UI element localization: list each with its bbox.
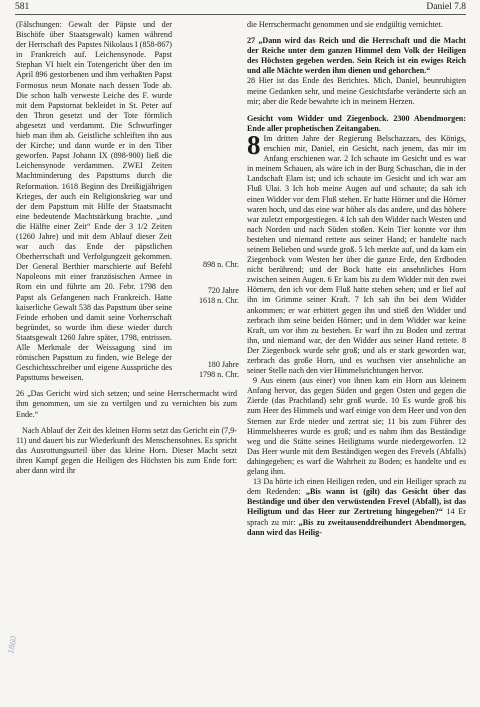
page-number-left: 581 — [15, 2, 30, 12]
verse-27: 27 „Dann wird das Reich und die Herrschaft und die Macht der Reiche unter dem ganzen Himmel dem Volk der Heiligen des Höchsten gegeben werden. Sein Reich ist ein ewiges Reich und alle Mächte werden ihm dienen und gehorchen.“ — [247, 36, 466, 76]
right-column — [247, 20, 466, 538]
verses-9-12: 9 Aus einem (aus einer) von ihnen kam ein Horn aus kleinem Anfang hervor, das gegen Süden und gegen Osten und gegen die Zierde (das Prachtland) sehr groß wurde. 10 Es wurde groß bis zum Heer des Himmels und warf einige von dem Heer und von den Sternen zur Erde nieder und zertrat sie; 11 bis zum Führer des Himmelsheeres wurde es groß; und es nahm ihm das Beständige weg und die Stätte seines Heiligtums wurde niedergeworfen. 12 Das Heer wurde mit dem Beständigen wegen des Frevels (Abfalls) dahingegeben; es warf die Wahrheit zu Boden; es handelte und es gelang ihm. — [247, 376, 466, 477]
verse-13-text: 13 Da hörte ich einen Heiligen reden, und ein Heiliger sprach zu dem Redenden: — [247, 477, 466, 497]
chapter-8-verses — [247, 129, 466, 376]
section-heading: Gesicht vom Widder und Ziegenbock. 2300 Abendmorgen: Ende aller prophetischen Zeitangaben. — [247, 113, 466, 133]
verse-13 — [247, 477, 466, 538]
margin-date: 180 Jahre — [207, 360, 239, 369]
page-header-right: Daniel 7.8 — [426, 2, 466, 12]
historical-notes: (Fälschungen: Gewalt der Päpste und der Bischöfe über Staatsgewalt) kamen während der Herrschaft des Papstes Nikolaus I (858-867) in Frankreich auf. Leichensynode. Papst Stephan VI hielt ein Totengericht über den im April 896 gestorbenen und ihm verhaßten Papst Formosus neun Monate nach dessen Tode ab. Die schon halb verweste Leiche des F. wurde mit dem Papstornat bekleidet in St. Peter auf den Thron gesetzt und der Tote förmlich abgesetzt und verdammt. Die Schwurfinger hieb man ihm ab. Geistliche schleiften ihn aus der Kirche; und dann wurde er in den Tiber geworfen. Papst Johann IX (898-900) ließ die Leichensynode verdammen. ZWEI Zeiten Machtminderung des Papsttums durch die Reformation. 1618 Beginn des Dreißigjährigen Krieges, der auch ein Religionskrieg war und der dem Papsttum mit Hilfe der Staatsmacht eine bedeutende Machtstärkung brachte. „und die Hälfte einer Zeit“ Ende der 3 1/2 Zeiten (1260 Jahre) und mit dem Ablauf dieser Zeit war auch das Ende der päpstlichen Oberherrschaft und Verfolgungzeit gekommen. Der General Berthier marschierte auf Befehl Napoleons mit einer französischen Armee in Rom ein und führte am 20. Febr. 1798 den Papst als Gefangenen nach Frankreich. Hatte kaiserliche Gewalt 538 das Papsttum über seine Feinde erhoben und damit seine Vorherrschaft begründet, so wurde ihm diese wieder durch Staatsgewalt 1260 Jahre später, 1798, entrissen. Alle Merkmale der Weissagung sind im römischen Papsttum zu finden, wie Belege der Geschichtsschreiber und eigene Aussprüche des Papsttums beweisen. — [16, 20, 172, 383]
verse-26: 26 „Das Gericht wird sich setzen; und seine Herrschermacht wird ihm genommen, um sie zu vertilgen und zu vernichten bis zum Ende.“ — [16, 389, 237, 419]
left-column — [16, 20, 237, 476]
header-rule — [15, 14, 466, 15]
verse-14-bold: „Bis zu zweitausenddreihundert Abendmorgen, dann wird das Heilig- — [247, 517, 466, 537]
margin-date: 720 Jahre — [207, 286, 239, 295]
chapter-number: 8 — [247, 129, 261, 160]
verse-14-text: 14 Er sprach zu mir: — [247, 507, 466, 527]
commentary-paragraph: Nach Ablauf der Zeit des kleinen Horns setzt das Gericht ein (7,9-11) und dauert bis zur Wiederkunft des Menschensohnes. Es spricht das Ausrottungsurteil über das kleine Horn. Dieser Macht setzt ihren Kampf gegen die Heiligen des Höchsten bis zum Ende fort: aber dann wird ihr — [16, 425, 237, 476]
margin-date: 898 n. Chr. — [203, 260, 239, 269]
verse-28: 28 Hier ist das Ende des Berichtes. Mich, Daniel, beunruhigten meine Gedanken sehr, und meine Gesichtsfarbe veränderte sich an mir; aber die Rede bewahrte ich in meinem Herzen. — [247, 76, 466, 106]
margin-date: 1618 n. Chr. — [198, 296, 239, 305]
handwritten-note: 1860 — [5, 635, 19, 655]
continuation-text: die Herrschermacht genommen und sie endgültig vernichtet. — [247, 20, 443, 29]
verse-13-bold: „Bis wann ist (gilt) das Gesicht über das Beständige und über den verwüstenden Frevel (Abfall), ist das Heiligtum und das Heer zur Zertretung hingegeben?“ — [247, 487, 467, 517]
chapter-8-text: Im dritten Jahre der Regierung Belschazzars, des Königs, erschien mir, Daniel, ein Gesicht, nach jenem, das mir im Anfang erschienen war. 2 Ich schaute im Gesicht und es war in meinem Schauen, als wäre ich in der Burg Schuschan, die in der Landschaft Elam ist; und ich schaute im Gesicht und ich war am Fluß Ulai. 3 Ich hob meine Augen auf und schaute; da sah ich einen Widder vor dem Fluß stehen. Er hatte Hörner und die Hörner waren hoch, und das eine war höher als das andere, und das höhere war zuletzt emporgestiegen. 4 Ich sah den Widder nach Westen und nach Norden und nach Süden stoßen. Kein Tier konnte vor ihm bestehen und niemand rettete aus seiner Hand; er handelte nach seinem Belieben und wurde groß. 5 Ich merkte auf, und da kam ein Ziegenbock vom Westen her über die ganze Erde, den Erdboden nicht berührend; und der Bock hatte ein ansehnliches Horn zwischen seinen Augen. 6 Er kam bis zu dem Widder mit den zwei Hörnern, den ich vor dem Fluß hatte stehen sehen; und er lief auf ihn im Grimme seiner Kraft. 7 Ich sah ihn bei dem Widder ankommen; er war erbittert gegen ihn und stieß den Widder und zerbrach ihm seine beiden Hörner; und in dem Widder war keine Kraft, um vor ihm zu bestehen. Er warf ihn zu Boden und zertrat ihn, und niemand war, der den Widder aus seiner Hand rettete. 8 Der Ziegenbock wurde sehr groß; und als er stark geworden war, zerbrach das große Horn, und es wuchsen vier ansehnliche an seiner Stelle nach den vier Himmelsrichtungen hervor. — [247, 133, 466, 376]
margin-date: 1798 n. Chr. — [198, 370, 239, 379]
